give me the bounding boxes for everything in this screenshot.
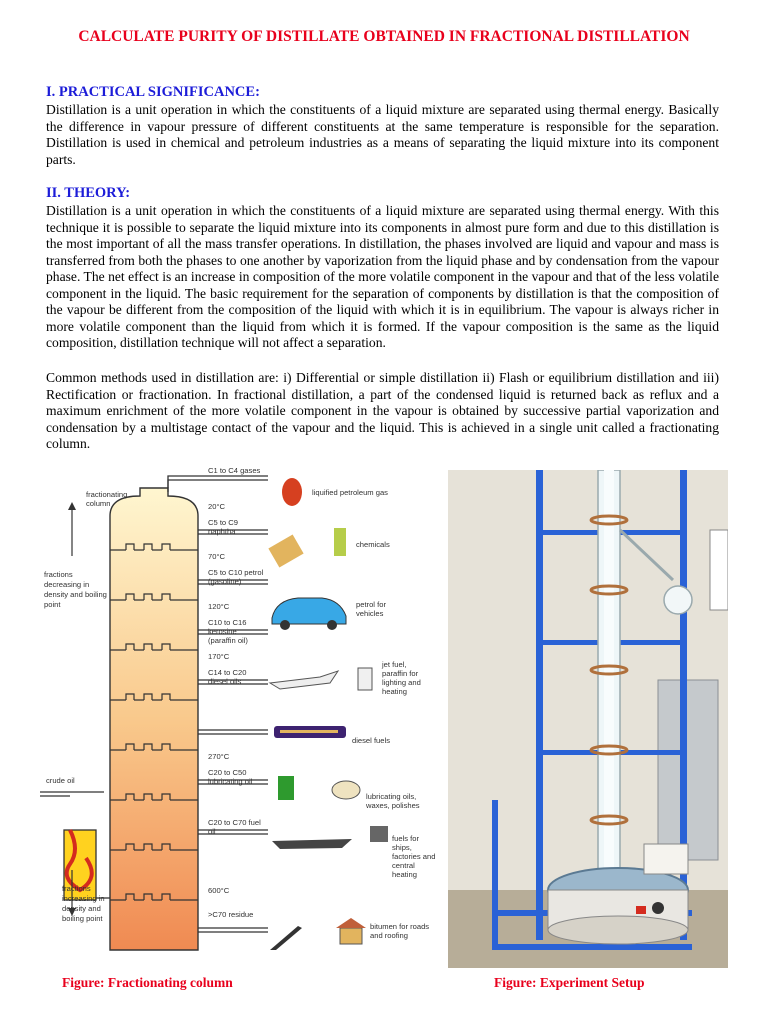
fraction-name: C10 to C16 kerosine (paraffin oil) xyxy=(208,618,248,645)
temp-label: 600°C xyxy=(208,886,230,895)
paragraph-theory: Distillation is a unit operation in which the constituents of a liquid mixture are separated using thermal energy. With this technique it is possible to separate the liquid mixture into its components in almost pure form and due to this distillation is the most important of all the mass transfer operations. In distillation, the phases involved are liquid and vapour and mass is transferred from both the phases to one another by vaporization from the liquid phase and by condensation from the vapour phase. The net effect is an increase in composition of the more volatile component in the vapour and that of the less volatile component in the liquid. The basic requirement for the separation of components by distillation is that the composition of the vapour be different from the composition of the liquid with which it is in equilibrium. The vapour is always richer in more volatile component than the liquid from which it is formed. If the vapour composition is the same as the liquid composition, distillation technique will not affect a separation. xyxy=(46,203,719,350)
temp-label: 70°C xyxy=(208,552,225,561)
fractionating-column-figure xyxy=(40,458,440,968)
section-heading-theory: II. THEORY: xyxy=(46,185,131,201)
crude-oil-label: crude oil xyxy=(46,776,75,785)
fraction-name: C20 to C50 lubricating oil xyxy=(208,768,253,786)
product-label: liquified petroleum gas xyxy=(312,488,388,497)
caption-fractionating-column: Figure: Fractionating column xyxy=(62,975,233,990)
product-label: bitumen for roads and roofing xyxy=(370,922,430,940)
experiment-setup-photo xyxy=(448,470,728,968)
experiment-setup-illustration xyxy=(448,470,728,968)
product-label: lubricating oils, waxes, polishes xyxy=(366,792,420,810)
product-label: jet fuel, paraffin for lighting and heating xyxy=(382,660,421,696)
chemicals-icon xyxy=(268,534,303,567)
car-icon xyxy=(272,598,346,624)
temp-label: 20°C xyxy=(208,502,225,511)
paragraph-distillation-methods: Common methods used in distillation are: i) Differential or simple distillation ii) Flash or equilibrium distillation and iii) Rectification or fractionation. In fractional distillation, a part of the condensed liquid is returned back as reflux and a maximum enrichment of the more volatile component in the vapour is obtained by successive partial vaporization and condensation by a multistage contact of the vapour and the liquid. This is achieved in a single unit called a fractionating column. xyxy=(46,370,719,451)
product-label: diesel fuels xyxy=(352,736,390,745)
product-label: chemicals xyxy=(356,540,390,549)
top-note: fractions decreasing in density and boiling point xyxy=(44,570,107,609)
jet-icon xyxy=(270,671,338,689)
fraction-name: >C70 residue xyxy=(208,910,254,919)
oil-can-icon xyxy=(278,776,294,800)
road-icon xyxy=(270,926,302,950)
product-label: petrol for vehicles xyxy=(356,600,386,618)
fraction-name: C20 to C70 fuel oil xyxy=(208,818,261,836)
temp-label: 120°C xyxy=(208,602,230,611)
temp-label: 170°C xyxy=(208,652,230,661)
column-body xyxy=(110,488,198,950)
ship-icon xyxy=(272,839,352,849)
caption-experiment-setup: Figure: Experiment Setup xyxy=(494,975,645,990)
fraction-name: C1 to C4 gases xyxy=(208,466,261,475)
bottom-note: fractions increasing in density and boiling point xyxy=(62,884,105,923)
temp-label: 270°C xyxy=(208,752,230,761)
house-icon xyxy=(340,928,362,944)
fraction-name: C5 to C10 petrol (gasoline) xyxy=(208,568,264,586)
gas-cylinder-icon xyxy=(282,478,302,506)
page-title: CALCULATE PURITY OF DISTILLATE OBTAINED IN FRACTIONAL DISTILLATION xyxy=(78,28,690,45)
fraction-name: C5 to C9 naphtha xyxy=(208,518,238,536)
column-label: fractionating column xyxy=(86,490,128,508)
section-heading-practical-significance: I. PRACTICAL SIGNIFICANCE: xyxy=(46,84,260,100)
fraction-name: C14 to C20 diesel oils xyxy=(208,668,247,686)
product-label: fuels for ships, factories and central heating xyxy=(392,834,436,879)
paragraph-practical-significance: Distillation is a unit operation in which the constituents of a liquid mixture are separated using thermal energy. Basically the difference in vapour pressure of different constituents at the same temperature is responsible for the separation. Distillation is used in chemical and petroleum industries as a means of separating the liquid mixture into its component parts. xyxy=(46,102,719,167)
